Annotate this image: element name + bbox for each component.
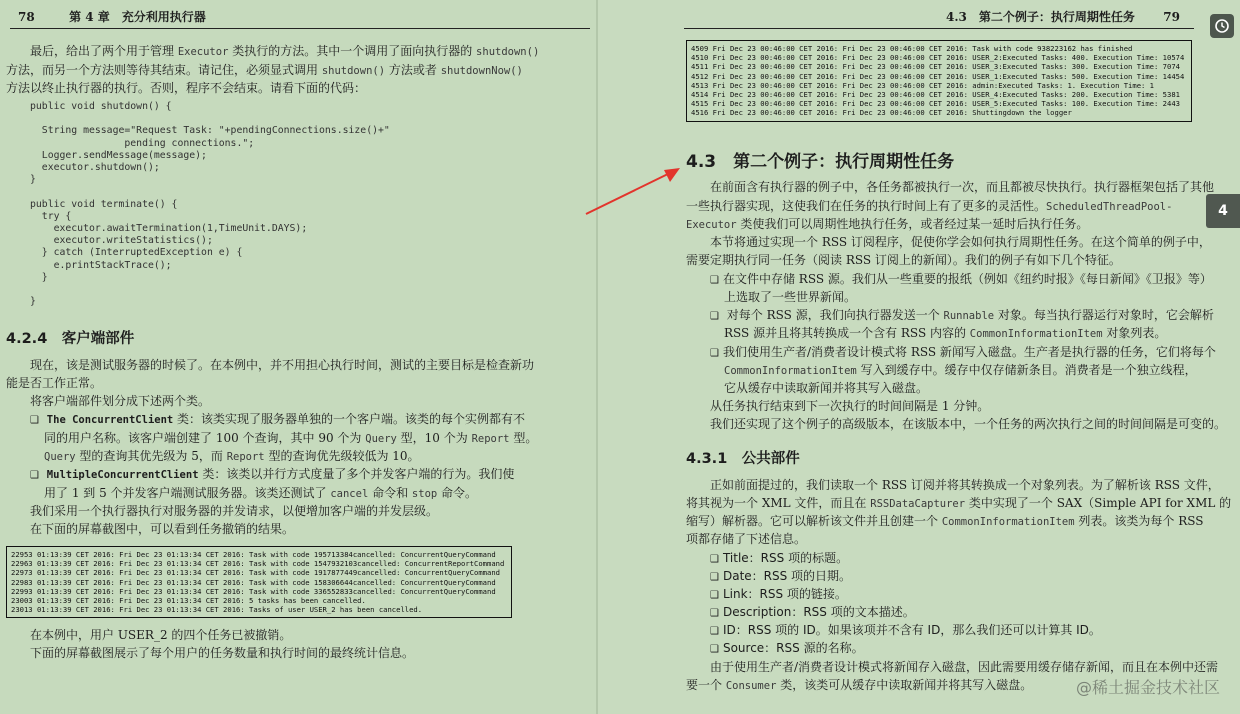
annotation-arrow [580,160,690,220]
bullet-continuation: CommonInformationItem 写入到缓存中。缓存中仅存储新条目。消费者是一个独立线程， [724,363,1197,377]
paragraph: 在前面含有执行器的例子中，各任务都被执行一次，而且都被尽快执行。执行器框架包括了其他 [710,180,1215,194]
right-page [598,0,1240,714]
section-title-4-3: 4.3 第二个例子：执行周期性任务 [686,152,955,172]
arrow-shaft [586,172,672,214]
field-item: ❑ Date：RSS 项的日期。 [710,567,851,588]
paragraph: 现在，该是测试服务器的时候了。在本例中，并不用担心执行时间，测试的主要目标是检查新功 [30,358,535,372]
console-screenshot-cancelled: 22953 01:13:39 CET 2016: Fri Dec 23 01:13:34 CET 2016: Task with code 195713384cancelled: ConcurrentQueryCommand 22963 01:13:39 CET 2016: Fri Dec 23 01:13:34 CET 2016: Task with code 1547932103cancelled: ConcurrentReportCommand 22973 01:13:39 CET 2016: Fri Dec 23 01:13:34 CET 2016: Task with code 1917877449cancelled: ConcurrentQueryCommand 22983 01:13:39 CET 2016: Fri Dec 23 01:13:34 CET 2016: Task with code 158306644cancelled: ConcurrentQueryCommand 22993 01:13:39 CET 2016: Fri Dec 23 01:13:34 CET 2016: Task with code 336552833cancelled: ConcurrentQueryCommand 23003 01:13:39 CET 2016: Fri Dec 23 01:13:34 CET 2016: 5 tasks has been cancelled. 23013 01:13:39 CET 2016: Fri Dec 23 01:13:34 CET 2016: Tasks of user USER_2 has been cancelled. [6,546,512,618]
paragraph: 本节将通过实现一个 RSS 订阅程序，促使你学会如何执行周期性任务。在这个简单的例子中， [710,235,1211,249]
right-header-title: 4.3 第二个例子：执行周期性任务 [946,10,1135,24]
paragraph: 需要定期执行同一任务（阅读 RSS 订阅上的新闻）。我们的例子有如下几个特征。 [686,253,1121,267]
clock-rotate-icon [1214,18,1230,34]
field-item: ❑ Source：RSS 源的名称。 [710,639,864,660]
chapter-tab[interactable] [1206,194,1240,228]
left-page [0,0,596,714]
bullet-continuation: 它从缓存中读取新闻并将其写入磁盘。 [724,381,929,395]
paragraph: 要一个 Consumer 类，该类可从缓存中读取新闻并将其写入磁盘。 [686,678,1033,692]
bullet-multiple-concurrent-client: ❑ MultipleConcurrentClient 类：该类以并行方式度量了多个并发客户端的行为。我们使 [30,465,514,486]
field-item: ❑ ID：RSS 项的 ID。如果该项并不含有 ID，那么我们还可以计算其 ID。 [710,621,1101,642]
field-item: ❑ Title：RSS 项的标题。 [710,549,848,570]
bullet-producer-consumer: ❑ 我们使用生产者/消费者设计模式将 RSS 新闻写入磁盘。生产者是执行器的任务，它们将每个 [710,343,1216,364]
chapter-tab-label: 4 [1218,203,1228,219]
paragraph: 我们还实现了这个例子的高级版本，在该版本中，一个任务的两次执行之间的时间间隔是可变的。 [710,417,1227,431]
code-listing: public void shutdown() { String message="Request Task: "+pendingConnections.size()+" pending connections."; Logger.sendMessage(message); executor.shutdown(); } public void terminate() { try { executor.awaitTermination(1,TimeUnit.DAYS); executor.writeStatistics(); } catch (InterruptedException e) { e.printStackTrace(); } } [30,101,390,308]
paragraph: 我们采用一个执行器执行对服务器的并发请求，以便增加客户端的并发层级。 [30,504,439,518]
left-page-header [18,8,206,25]
section-title-4-3-1: 4.3.1 公共部件 [686,451,800,467]
paragraph: 下面的屏幕截图展示了每个用户的任务数量和执行时间的最终统计信息。 [30,646,415,660]
right-page-number: 79 [1163,10,1180,24]
intro-line-3: 方法以终止执行器的执行。否则，程序不会结束。请看下面的代码： [6,81,367,95]
header-rule [684,28,1194,29]
paragraph: 能是否工作正常。 [6,376,103,390]
paragraph: 在下面的屏幕截图中，可以看到任务撤销的结果。 [30,522,295,536]
paragraph: 在本例中，用户 USER_2 的四个任务已被撤销。 [30,628,292,642]
bullet-concurrent-client: ❑ The ConcurrentClient 类：该类实现了服务器单独的一个客户端。该类的每个实例都有不 [30,410,525,431]
left-chapter-title: 第 4 章 充分利用执行器 [69,10,206,24]
bullet-rss-file: ❑ 在文件中存储 RSS 源。我们从一些重要的报纸（例如《纽约时报》《每日新闻》《卫报》等） [710,270,1212,291]
paragraph: 将其视为一个 XML 文件，而且在 RSSDataCapturer 类中实现了一个 SAX（Simple API for XML 的 [686,496,1232,510]
bullet-continuation: Query 型的查询其优先级为 5，而 Report 型的查询优先级较低为 10。 [44,449,420,463]
bullet-continuation: RSS 源并且将其转换成一个含有 RSS 内容的 CommonInformationItem 对象列表。 [724,326,1167,340]
intro-line-2: 方法，而另一个方法则等待其结束。请记住，必须显式调用 shutdown() 方法或者 shutdownNow() [6,63,523,77]
watermark: @稀土掘金技术社区 [1075,678,1220,697]
field-item: ❑ Link：RSS 项的链接。 [710,585,847,606]
intro-line-1: 最后，给出了两个用于管理 Executor 类执行的方法。其中一个调用了面向执行器的 shutdown() [30,44,540,58]
header-rule [10,28,590,29]
right-page-header [946,8,1180,25]
paragraph: 从任务执行结束到下一次执行的时间间隔是 1 分钟。 [710,399,990,413]
bullet-continuation: 用了 1 到 5 个并发客户端测试服务器。该类还测试了 cancel 命令和 stop 命令。 [44,486,478,500]
console-screenshot-statistics: 4509 Fri Dec 23 00:46:00 CET 2016: Fri Dec 23 00:46:00 CET 2016: Task with code 938223162 has finished 4510 Fri Dec 23 00:46:00 CET 2016: Fri Dec 23 00:46:00 CET 2016: USER_2:Executed Tasks: 400. Execution Time: 10574 4511 Fri Dec 23 00:46:00 CET 2016: Fri Dec 23 00:46:00 CET 2016: USER_3:Executed Tasks: 300. Execution Time: 7074 4512 Fri Dec 23 00:46:00 CET 2016: Fri Dec 23 00:46:00 CET 2016: USER_1:Executed Tasks: 500. Execution Time: 14454 4513 Fri Dec 23 00:46:00 CET 2016: Fri Dec 23 00:46:00 CET 2016: admin:Executed Tasks: 1. Execution Time: 1 4514 Fri Dec 23 00:46:00 CET 2016: Fri Dec 23 00:46:00 CET 2016: USER_4:Executed Tasks: 200. Execution Time: 5381 4515 Fri Dec 23 00:46:00 CET 2016: Fri Dec 23 00:46:00 CET 2016: USER_5:Executed Tasks: 100. Execution Time: 2443 4516 Fri Dec 23 00:46:00 CET 2016: Fri Dec 23 00:46:00 CET 2016: Shuttingdown the logger [686,40,1192,122]
bullet-runnable: ❑ 对每个 RSS 源，我们向执行器发送一个 Runnable 对象。每当执行器运行对象时，它会解析 [710,306,1214,327]
paragraph: 一些执行器实现，这使我们在任务的执行时间上有了更多的灵活性。ScheduledThreadPool- [686,199,1173,213]
paragraph: 由于使用生产者/消费者设计模式将新闻存入磁盘，因此需要用缓存储存新闻，而且在本例中还需 [710,660,1219,674]
bullet-continuation: 上选取了一些世界新闻。 [724,290,857,304]
field-item: ❑ Description：RSS 项的文本描述。 [710,603,915,624]
bullet-continuation: 同的用户名称。该客户端创建了 100 个查询，其中 90 个为 Query 型，10 个为 Report 型。 [44,431,538,445]
paragraph: 项都存储了下述信息。 [686,532,807,546]
section-title-4-2-4: 4.2.4 客户端部件 [6,331,135,347]
paragraph: Executor 类使我们可以周期性地执行任务，或者经过某一延时后执行任务。 [686,217,1089,231]
history-button[interactable] [1210,14,1234,38]
paragraph: 正如前面提过的，我们读取一个 RSS 订阅并将其转换成一个对象列表。为了解析该 RSS 文件， [710,478,1220,492]
paragraph: 缩写）解析器。它可以解析该文件并且创建一个 CommonInformationItem 列表。该类为每个 RSS [686,514,1204,528]
paragraph: 将客户端部件划分成下述两个类。 [30,394,211,408]
left-page-number: 78 [18,10,35,24]
